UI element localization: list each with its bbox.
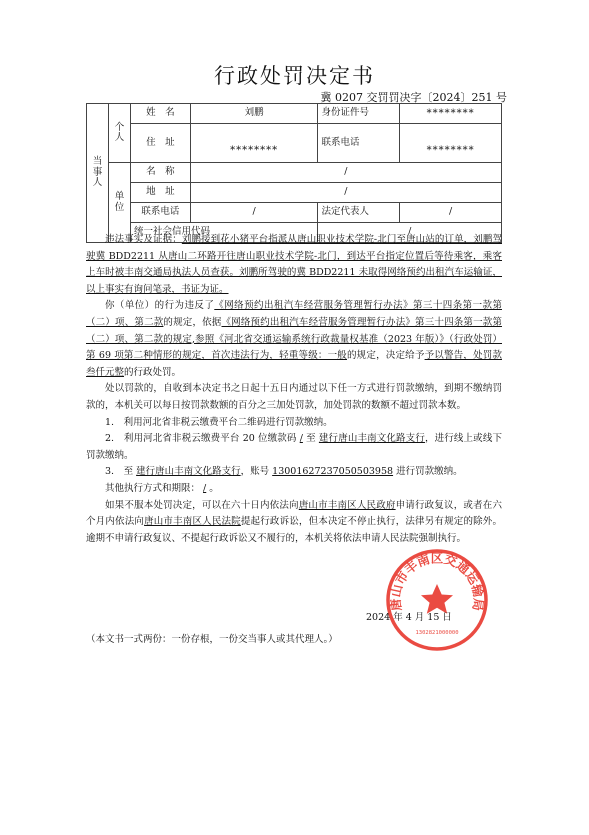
facts-paragraph: [86, 232, 502, 298]
pay3-text-b: ，账号: [240, 466, 270, 478]
violation-text-4: 的行政处罚。: [124, 366, 182, 378]
unit-name-value: /: [190, 163, 501, 183]
pay3-bank: 建行唐山丰南文化路支行: [136, 466, 241, 478]
unit-phone-value: /: [190, 203, 318, 223]
document-title: 行政处罚决定书: [214, 64, 375, 88]
violation-text-3: 的规定，决定给予: [346, 350, 425, 362]
unit-phone-label: 联系电话: [130, 203, 190, 223]
pay2-code: /: [299, 433, 303, 445]
copy-note: （本文书一式两份：一份存根，一份交当事人或其代理人。）: [86, 634, 338, 645]
penalty-basis: 《网络预约出租汽车经营服务管理暂行办法》第三十四条第一款第（二）项、第二款的规定,参照《河北省交通运输系统行政裁量权基准（2023 年版）》（行政处罚）第 69 项第二种情形的规定，首次违法行为，轻重等级：一般: [86, 316, 502, 362]
document-number: 冀 0207 交罚罚决字〔2024〕251 号: [320, 91, 507, 104]
payment-method-2: [86, 431, 502, 464]
legal-rep-label: 法定代表人: [318, 203, 400, 223]
facts-text: 刘鹏接到花小猪平台指派从唐山职业技术学院-北门至唐山站的订单，刘鹏驾驶冀 BDD2211 从唐山二环路开往唐山职业技术学院-北门，到达平台指定位置后等待乘客，乘客上车时被丰南交通局执法人员查获。刘鹏所驾驶的冀 BDD2211 未取得网络预约出租汽车运输证，以上事实有询问笔录，书证为证。: [86, 234, 502, 295]
party-info-table: [86, 103, 502, 243]
other-text-a: 其他执行方式和期限：: [105, 482, 201, 494]
seal-text: 唐山市丰南区交通运输局: [387, 550, 487, 612]
pay3-text-a: 3. 至: [105, 466, 134, 478]
pay2-text-b: 至: [306, 433, 316, 445]
unit-address-value: /: [190, 183, 501, 203]
official-seal: [385, 548, 489, 652]
unit-name-label: 名 称: [130, 163, 190, 183]
credit-code-label: 统一社会信用代码: [130, 223, 318, 243]
other-value: /: [203, 482, 207, 494]
facts-label: 违法事实及证据：: [105, 234, 182, 245]
document-body: [86, 232, 502, 547]
other-execution: [86, 481, 502, 498]
name-value: 刘鹏: [190, 104, 318, 124]
party-label: 当事人: [87, 104, 109, 243]
violation-paragraph: [86, 298, 502, 381]
address-value: ********: [190, 124, 318, 163]
address-label: 住 址: [130, 124, 190, 163]
appeal-court: 唐山市丰南区人民法院: [144, 516, 241, 528]
phone-value: ********: [400, 124, 502, 163]
violation-text-2: 的规定，依据: [163, 316, 222, 328]
violated-law: 《网络预约出租汽车经营服务管理暂行办法》第三十四条第一款第（二）项、第二款: [86, 300, 502, 328]
payment-method-1: 1. 利用河北省非税云缴费平台二维码进行罚款缴纳。: [105, 416, 333, 428]
appeal-text-2: 申请行政复议，或者在六个月内依法向: [86, 499, 502, 528]
unit-address-label: 地 址: [130, 183, 190, 203]
other-text-b: 。: [209, 482, 219, 494]
pay3-account: 13001627237050503958: [272, 466, 394, 478]
id-value: ********: [400, 104, 502, 124]
decision-date: 2024 年 4 月 15 日: [366, 612, 452, 623]
violation-text-1: 你（单位）的行为违反了: [105, 300, 215, 312]
phone-label: 联系电话: [318, 124, 400, 163]
name-label: 姓 名: [130, 104, 190, 124]
appeal-paragraph: [86, 498, 502, 548]
appeal-text-1: 如果不服本处罚决定，可以在六十日内依法向: [105, 499, 299, 511]
payment-method-3: [86, 464, 502, 481]
seal-code: 1302821000000: [415, 630, 459, 636]
individual-label: 个人: [108, 104, 130, 163]
id-label: 身份证件号: [318, 104, 400, 124]
unit-label: 单位: [108, 163, 130, 243]
credit-code-value: /: [318, 223, 502, 243]
appeal-text-3: 提起行政诉讼，但本决定不停止执行，法律另有规定的除外。逾期不申请行政复议、不提起行政诉讼又不履行的，本机关将依法申请人民法院强制执行。: [86, 516, 502, 544]
legal-rep-value: /: [400, 203, 502, 223]
penalty-decision: 予以警告，处罚款叁仟元整: [86, 350, 502, 378]
payment-intro: 处以罚款的，自收到本决定书之日起十五日内通过以下任一方式进行罚款缴纳，到期不缴纳罚款的，本机关可以每日按罚款数额的百分之三加处罚款，加处罚款的数额不超过罚款本数。: [86, 383, 502, 411]
pay2-text-a: 2. 利用河北省非税云缴费平台 20 位缴款码: [105, 433, 297, 445]
pay3-text-c: 进行罚款缴纳。: [396, 466, 463, 478]
pay2-text-c: ，进行线上或线下罚款缴纳。: [86, 433, 502, 461]
pay2-bank: 建行唐山丰南文化路支行: [318, 433, 425, 445]
appeal-government: 唐山市丰南区人民政府: [298, 499, 396, 511]
